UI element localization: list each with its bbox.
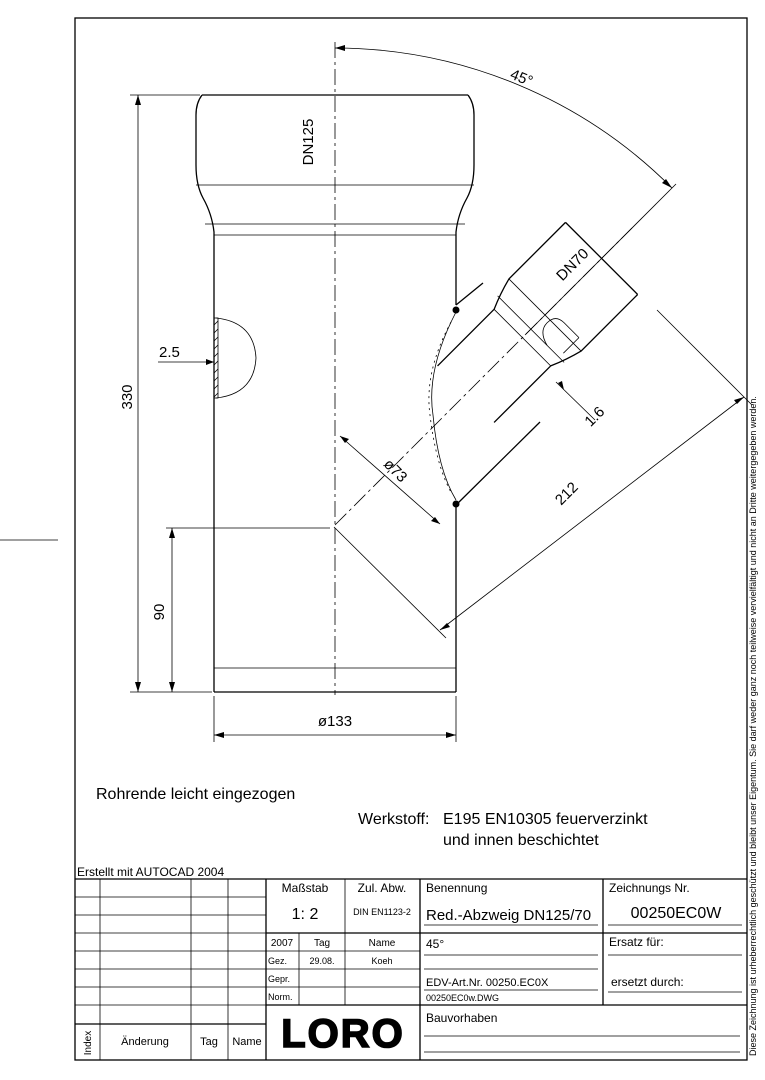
- copyright-note: Diese Zeichnung ist urheberrechtlich geschützt und bleibt unser Eigentum. Sie darf weder ganz noch teilweise vervielfältigt und nicht an Dritte weitergegeben werden.: [748, 396, 758, 1056]
- day-header: Tag: [313, 938, 331, 949]
- drawing-number-header: Zeichnungs Nr.: [609, 881, 690, 895]
- loro-logo: [281, 1012, 405, 1056]
- main-pipe: [196, 42, 474, 695]
- dn-branch-label: DN70: [553, 245, 593, 285]
- main-diameter-label: ø133: [317, 713, 353, 730]
- branch-diameter-dimension: [340, 436, 440, 524]
- name-value: Red.-Abzweig DN125/70: [426, 907, 592, 924]
- year-label: 2007: [270, 938, 294, 949]
- tolerance-header: Zul. Abw.: [357, 881, 407, 895]
- pipe-end-note: Rohrende leicht eingezogen: [96, 786, 296, 803]
- checked-label: Gepr.: [268, 974, 291, 984]
- main-diameter-dimension: [214, 696, 456, 742]
- tolerance-value: DIN EN1123-2: [353, 907, 411, 917]
- name-header: Benennung: [426, 881, 488, 895]
- branch-length-label: 212: [551, 478, 582, 509]
- material-label: Werkstoff:: [358, 811, 430, 828]
- angle-label: 45°: [507, 65, 536, 91]
- replaced-by-label: ersetzt durch:: [611, 975, 684, 989]
- rev-index-header: Index: [83, 1030, 94, 1056]
- title-block: [75, 865, 747, 1060]
- rev-day-header: Tag: [200, 1036, 218, 1048]
- dwg-file: 00250EC0w.DWG: [426, 993, 500, 1003]
- scale-value: 1: 2: [291, 906, 319, 923]
- branch-wall-label: 1.6: [581, 403, 609, 431]
- height-label: 330: [119, 384, 136, 410]
- edp-number: EDV-Art.Nr. 00250.EC0X: [426, 977, 549, 989]
- angle-dimension: [335, 45, 676, 335]
- material-line-2: und innen beschichtet: [443, 832, 599, 849]
- branch-diameter-label: ø73: [380, 455, 411, 486]
- rev-change-header: Änderung: [121, 1036, 169, 1048]
- angle-value: 45°: [426, 937, 445, 951]
- branch-position-dimension: [151, 528, 330, 692]
- branch-connection: [429, 283, 540, 508]
- drawn-label: Gez.: [268, 956, 288, 966]
- dn-main-label: DN125: [300, 118, 317, 166]
- branch-wall-dimension: [556, 381, 608, 430]
- wall-section-detail: [158, 318, 256, 398]
- rev-name-header: Name: [232, 1036, 262, 1048]
- created-with-label: Erstellt mit AUTOCAD 2004: [77, 865, 225, 879]
- project-label: Bauvorhaben: [426, 1011, 498, 1025]
- drawing-frame: [75, 18, 747, 1060]
- svg-text:LORO: LORO: [281, 1012, 405, 1056]
- drawn-date: 29.08.: [309, 956, 335, 966]
- replacement-for-label: Ersatz für:: [609, 935, 664, 949]
- person-header: Name: [368, 938, 396, 949]
- scale-header: Maßstab: [281, 881, 329, 895]
- wall-thickness-label: 2.5: [159, 344, 180, 361]
- norm-label: Norm.: [268, 992, 293, 1002]
- branch-position-label: 90: [151, 603, 168, 621]
- drawn-name: Koeh: [371, 956, 393, 966]
- drawing-number-value: 00250EC0W: [630, 905, 722, 922]
- material-line-1: E195 EN10305 feuerverzinkt: [443, 811, 648, 828]
